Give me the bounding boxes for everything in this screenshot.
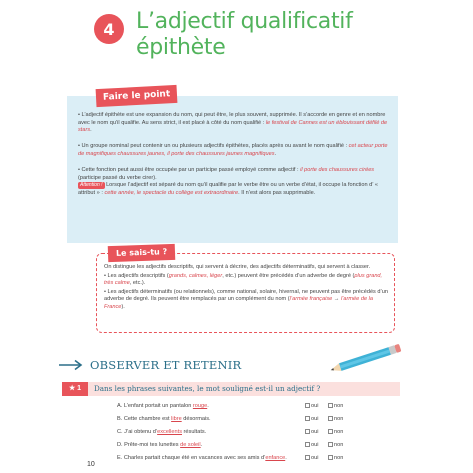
rule-paragraph-3: • Cette fonction peut aussi être occupée par un participe passé employé comme adjectif : il porte des chaussures cirées (participe passé du verbe cirer). Attention ! Lorsque l’adjectif est séparé du nom qu’il qualifie par le verbe être ou un verbe d’état, il occupe la fonction d’ « attribut » : cette année, le spectacle du collège est extraordinaire. Il n’est alors pas supprimable. xyxy=(78,166,378,196)
question-text: E. Charles partait chaque été en vacances avec ses amis d’enfance. xyxy=(117,455,287,461)
info-paragraph-3: • Les adjectifs déterminatifs (ou relationnels), comme national, solaire, hivernal, ne peuvent pas être précédés d’un adverbe de degré. Ils peuvent être remplacés par un complément du nom (l’armée française → l’armée de la France). xyxy=(104,288,388,310)
oui-checkbox[interactable] xyxy=(305,429,310,434)
question-row: A. L’enfant portait un pantalon rouge. oui non xyxy=(117,403,344,409)
info-paragraph-1: On distingue les adjectifs descriptifs, qui servent à décrire, des adjectifs déterminatifs, qui servent à classer. xyxy=(104,264,371,270)
question-row: C. J’ai obtenu d’excellents résultats. oui non xyxy=(117,429,344,435)
non-checkbox[interactable] xyxy=(328,403,333,408)
question-row: E. Charles partait chaque été en vacances avec ses amis d’enfance. oui non xyxy=(117,455,344,461)
chapter-title: L’adjectif qualificatif épithète xyxy=(136,9,353,60)
exercise-instruction: Dans les phrases suivantes, le mot souligné est-il un adjectif ? xyxy=(94,384,321,393)
question-row: B. Cette chambre est libre désormais. oui non xyxy=(117,416,344,422)
oui-checkbox[interactable] xyxy=(305,455,310,460)
page-number: 10 xyxy=(87,461,95,468)
oui-checkbox[interactable] xyxy=(305,403,310,408)
question-text: D. Prête-moi tes lunettes de soleil. xyxy=(117,442,203,448)
non-checkbox[interactable] xyxy=(328,442,333,447)
question-text: A. L’enfant portait un pantalon rouge. xyxy=(117,403,209,409)
question-row: D. Prête-moi tes lunettes de soleil. oui non xyxy=(117,442,344,448)
question-text: C. J’ai obtenu d’excellents résultats. xyxy=(117,429,207,435)
rule-paragraph-2: • Un groupe nominal peut contenir un ou plusieurs adjectifs épithètes, placés après ou avant le nom qualifié : cet acteur porte de magnifiques chaussures jaunes, il porte des chaussures jaunes magnifiques. xyxy=(78,143,388,157)
question-list xyxy=(117,402,357,467)
info-paragraph-2: • Les adjectifs descriptifs (grands, calmes, léger, etc.) peuvent être précédés d’un adverbe de degré (plus grand, très calme, etc.). xyxy=(104,272,383,287)
pencil-icon xyxy=(325,344,405,374)
non-checkbox[interactable] xyxy=(328,416,333,421)
le-sais-tu-content xyxy=(104,264,388,313)
faire-le-point-content xyxy=(78,112,390,206)
section-title: OBSERVER ET RETENIR xyxy=(90,358,242,372)
faire-le-point-label: Faire le point xyxy=(96,85,178,107)
le-sais-tu-label: Le sais-tu ? xyxy=(108,244,176,262)
chapter-number-badge: 4 xyxy=(94,14,124,44)
non-checkbox[interactable] xyxy=(328,429,333,434)
exercise-number: ★ 1 xyxy=(62,382,88,396)
question-text: B. Cette chambre est libre désormais. xyxy=(117,416,211,422)
attention-badge: Attention ! xyxy=(80,182,103,189)
oui-checkbox[interactable] xyxy=(305,416,310,421)
section-arrow-icon xyxy=(58,359,84,371)
non-checkbox[interactable] xyxy=(328,455,333,460)
oui-checkbox[interactable] xyxy=(305,442,310,447)
rule-paragraph-1: • L’adjectif épithète est une expansion du nom, qui peut être, le plus souvent, supprimée. Il s’accorde en genre et en nombre avec le nom qu’il qualifie. Au sens strict, il est placé à côté du nom qualifié : le festival de Cannes est un éblouissant défilé de stars. xyxy=(78,112,388,134)
